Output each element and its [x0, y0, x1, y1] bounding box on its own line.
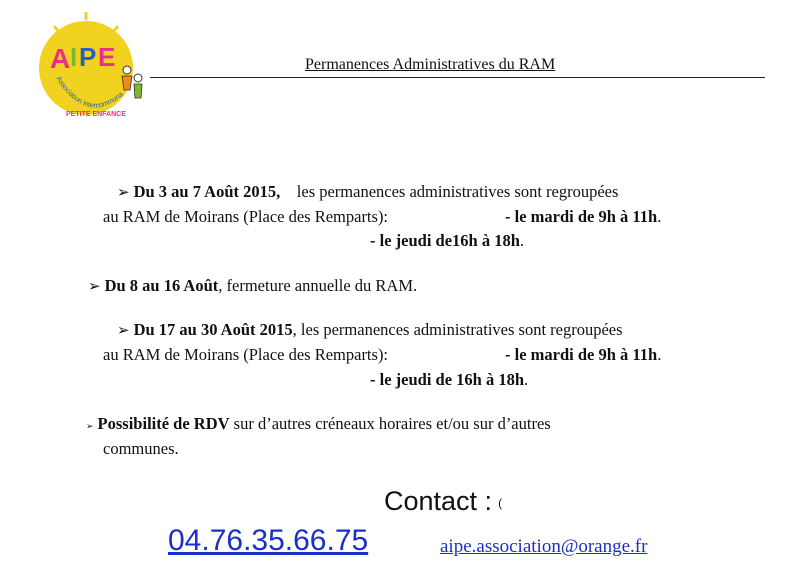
item-1-tuesday: - le mardi de 9h à 11h. [505, 207, 662, 226]
item-1-thursday: - le jeudi de16h à 18h. [370, 231, 525, 250]
logo-graphic [34, 8, 146, 126]
item-4-line-2: communes. [103, 439, 179, 458]
svg-text:E: E [98, 42, 116, 72]
bullet-arrow-icon: ➢ [117, 323, 130, 339]
phone-link[interactable]: 04.76.35.66.75 [168, 524, 369, 557]
bullet-arrow-icon: ➢ [117, 185, 130, 201]
item-2-line-1: ➢ Du 8 au 16 Août, fermeture annuelle du RAM. [88, 276, 418, 295]
item-3-tuesday: - le mardi de 9h à 11h. [505, 345, 662, 364]
page-title: Permanences Administratives du RAM [305, 56, 556, 73]
item-3-line-1: ➢ Du 17 au 30 Août 2015, les permanences administratives sont regroupées [117, 320, 623, 339]
email-link[interactable]: aipe.association@orange.fr [440, 536, 648, 557]
phone-paren-symbol: ( [498, 495, 503, 510]
svg-text:P: P [79, 42, 97, 72]
header-rule [150, 77, 765, 78]
svg-text:Association Intercommunale: Association Intercommuna [54, 75, 125, 110]
item-4-line-1: ➢ Possibilité de RDV sur d’autres créneaux horaires et/ou sur d’autres [86, 414, 551, 433]
aipe-logo [34, 8, 146, 126]
bullet-arrow-icon: ➢ [88, 279, 101, 295]
item-3-line-2: au RAM de Moirans (Place des Remparts): [103, 345, 389, 364]
item-3-thursday: - le jeudi de 16h à 18h. [370, 370, 529, 389]
svg-text:I: I [70, 42, 78, 72]
item-1-line-1: ➢ Du 3 au 7 Août 2015, les permanences administratives sont regroupées [117, 182, 619, 201]
item-1-line-2: au RAM de Moirans (Place des Remparts): [103, 207, 389, 226]
contact-heading: Contact : ( [384, 486, 503, 516]
bullet-arrow-icon: ➢ [86, 421, 94, 431]
svg-text:A: A [50, 43, 71, 74]
svg-text:PETITE ENFANCE: PETITE ENFANCE [66, 111, 126, 118]
